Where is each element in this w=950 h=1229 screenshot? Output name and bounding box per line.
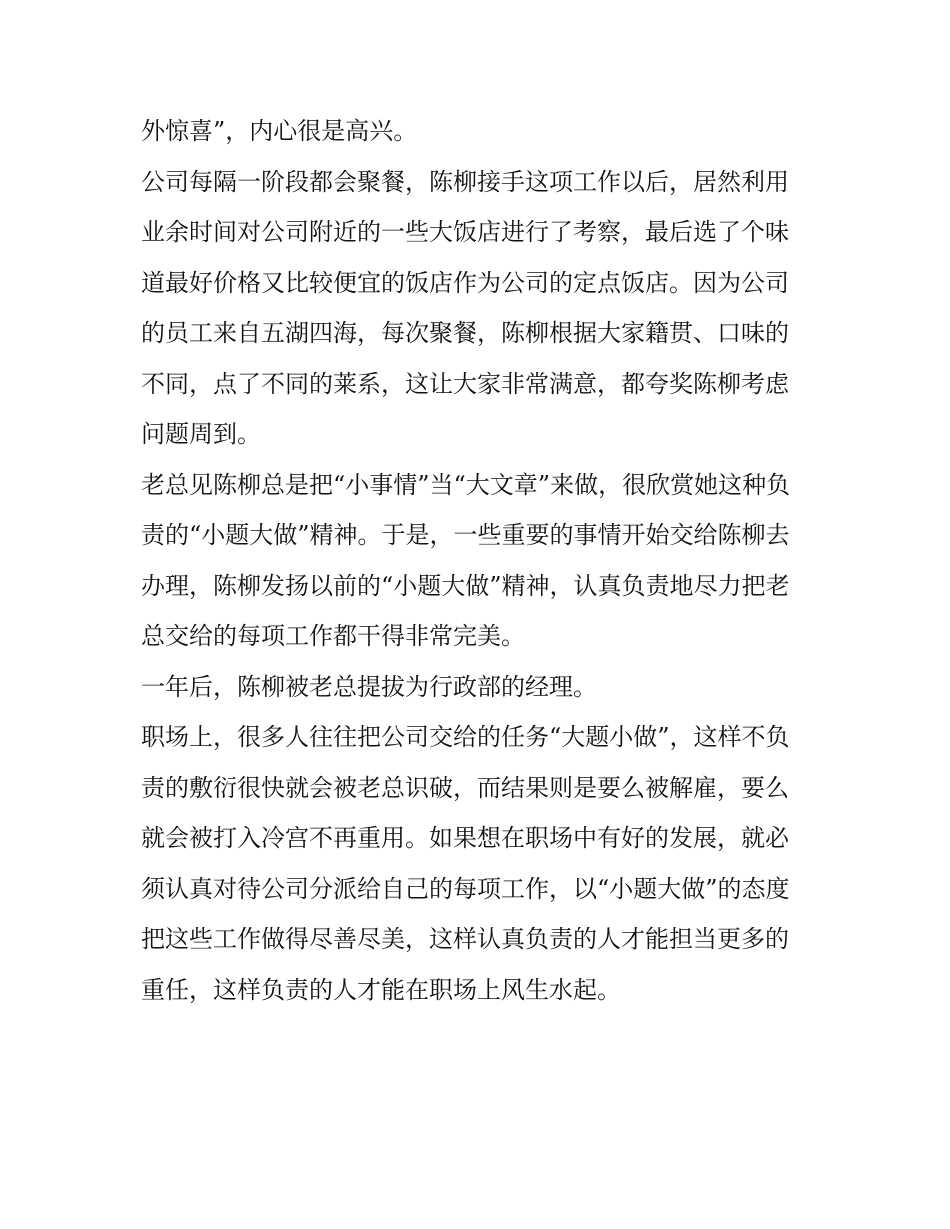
text-line: 的员工来自五湖四海，每次聚餐，陈柳根据大家籍贯、口味的 <box>141 319 789 347</box>
text-line: 公司每隔一阶段都会聚餐，陈柳接手这项工作以后，居然利用 <box>141 167 789 196</box>
text-line: 老总见陈柳总是把“小事情”当“大文章”来做，很欣赏她这种负 <box>141 470 791 499</box>
text-line: 就会被打入冷宫不再重用。如果想在职场中有好的发展，就必 <box>141 824 789 852</box>
body-text <box>141 106 813 1015</box>
text-line: 责的“小题大做”精神。于是，一些重要的事情开始交给陈柳去 <box>141 521 790 549</box>
text-line: 业余时间对公司附近的一些大饭店进行了考察，最后选了个味 <box>141 218 789 246</box>
text-line: 外惊喜”，内心很是高兴。 <box>141 117 418 145</box>
text-line: 不同，点了不同的莱系，这让大家非常满意，都夸奖陈柳考虑 <box>141 369 789 398</box>
text-line: 道最好价格又比较便宜的饭店作为公司的定点饭店。因为公司 <box>141 268 789 297</box>
text-line: 职场上，很多人往往把公司交给的任务“大题小做”，这样不负 <box>141 723 790 751</box>
text-line: 须认真对待公司分派给自己的每项工作，以“小题大做”的态度 <box>141 874 790 903</box>
text-line: 重任，这样负责的人才能在职场上风生水起。 <box>141 975 621 1004</box>
text-line: 把这些工作做得尽善尽美，这样认真负责的人才能担当更多的 <box>141 925 789 953</box>
text-line: 总交给的每项工作都干得非常完美。 <box>141 622 525 650</box>
text-line: 办理，陈柳发扬以前的“小题大做”精神，认真负责地尽力把老 <box>141 571 790 600</box>
text-line: 一年后，陈柳被老总提拔为行政部的经理。 <box>141 672 597 701</box>
text-line: 责的敷衍很快就会被老总识破，而结果则是要么被解雇，要么 <box>141 773 789 802</box>
text-line: 问题周到。 <box>141 420 261 448</box>
